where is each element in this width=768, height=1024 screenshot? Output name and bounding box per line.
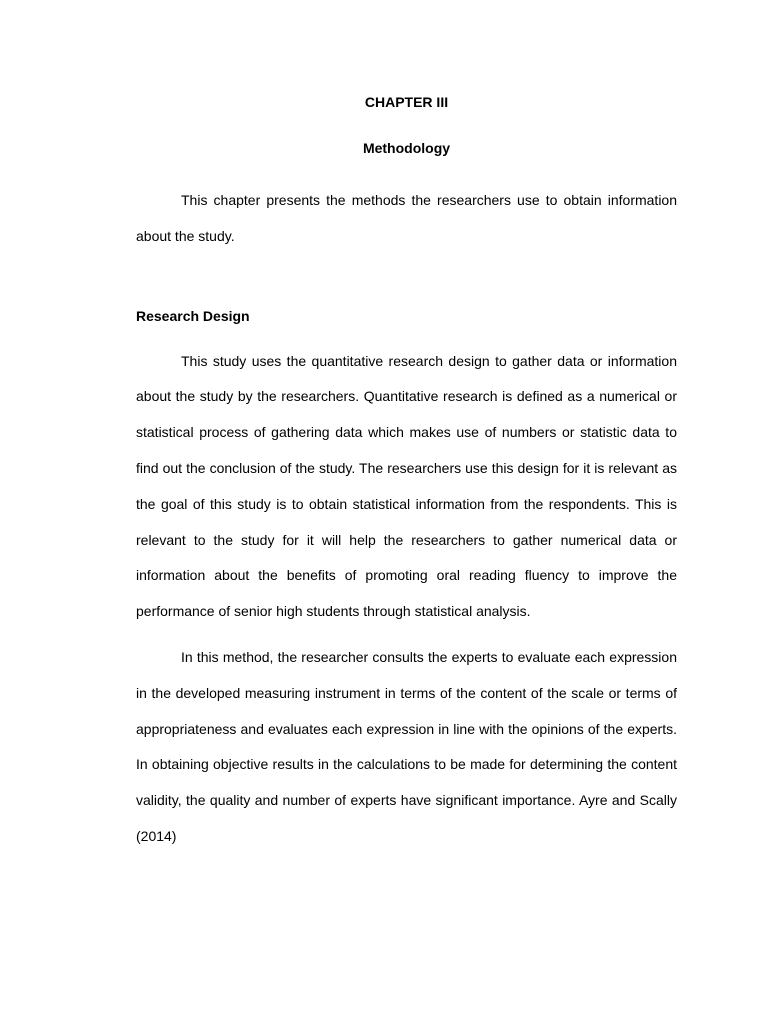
chapter-number: CHAPTER III [364,94,449,110]
body-paragraph: In this method, the researcher consults the experts to evaluate each expression in the developed measuring instrument in terms of the content of the scale or terms of appropriateness and evaluates each expression in line with the opinions of the experts. In obtaining objective results in the calculations to be made for determining the content validity, the quality and number of experts have significant importance. Ayre and Scally (2014) [136,648,677,844]
intro-paragraph: This chapter presents the methods the researchers use to obtain information about the study. [136,192,677,244]
section-heading: Research Design [136,307,250,324]
body-paragraph: This study uses the quantitative research design to gather data or information about the study by the researchers. Quantitative research is defined as a numerical or statistical process of gathering data which makes use of numbers or statistic data to find out the conclusion of the study. The researchers use this design for it is relevant as the goal of this study is to obtain statistical information from the respondents. This is relevant to the study for it will help the researchers to gather numerical data or information about the benefits of promoting oral reading fluency to improve the performance of senior high students through statistical analysis. [136,352,677,620]
chapter-title: Methodology [362,140,451,156]
section-research-design [136,305,677,855]
page-content [136,91,677,855]
